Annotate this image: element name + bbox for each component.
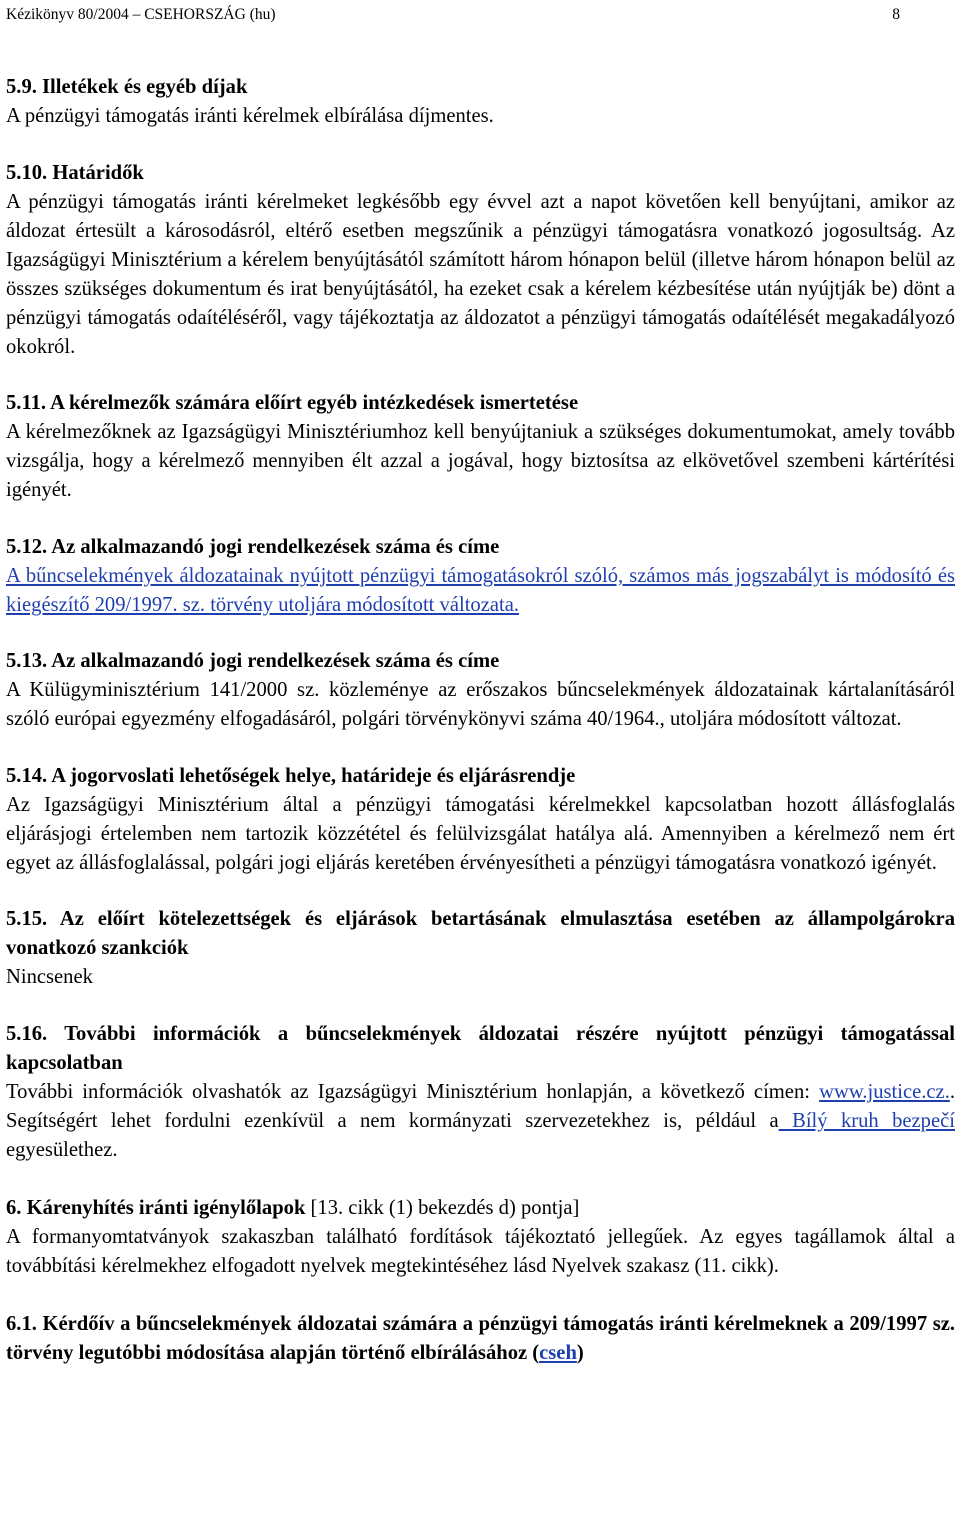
- justice-cz-link[interactable]: www.justice.cz.: [819, 1081, 950, 1103]
- section-text: Nincsenek: [6, 966, 93, 988]
- section-text: [6, 1078, 955, 1165]
- section-heading: 6. Kárenyhítés iránti igénylőlapok: [6, 1197, 306, 1219]
- section-text: A pénzügyi támogatás iránti kérelmek elbírálása díjmentes.: [6, 105, 494, 127]
- section-heading-line: [6, 1194, 955, 1223]
- section-5-11: [6, 389, 955, 505]
- section-text: A kérelmezőknek az Igazságügyi Minisztériumhoz kell benyújtaniuk a szükséges dokumentumokat, amely tovább vizsgálja, hogy a kérelmező mennyiben élt azzal a jogával, hogy biztosítsa az elkövetővel szembeni kártérítési igényét.: [6, 421, 955, 501]
- section-text: A formanyomtatványok szakaszban található fordítások tájékoztató jellegűek. Az egyes tagállamok által a továbbítási kérelmekhez elfogadott nyelvek megtekintéséhez lásd Nyelvek szakasz (11. cikk).: [6, 1226, 955, 1277]
- document-body: [6, 73, 955, 1397]
- section-5-12: [6, 533, 955, 620]
- section-5-9: [6, 73, 955, 131]
- section-6-1: [6, 1310, 955, 1368]
- section-text: A pénzügyi támogatás iránti kérelmeket legkésőbb egy évvel azt a napot követően kell benyújtani, amikor az áldozat értesült a károsodásról, eltérő esetben megszűnik a pénzügyi támogatásra vonatkozó jogosultság. Az Igazságügyi Minisztérium a kérelem benyújtásától számított három hónapon belül (illetve három hónapon belül az összes szükséges dokumentum és irat benyújtásától, ha ezeket csak a kérelem kézbesítése után nyújtják be) dönt a pénzügyi támogatás odaítéléséről, vagy tájékoztatja az áldozatot a pénzügyi támogatás odaítélését megakadályozó okokról.: [6, 191, 955, 358]
- section-heading: 5.15. Az előírt kötelezettségek és eljárások betartásának elmulasztása esetében az állampolgárokra vonatkozó szankciók: [6, 908, 955, 959]
- section-heading: 5.13. Az alkalmazandó jogi rendelkezések száma és címe: [6, 650, 500, 672]
- section-heading: 5.9. Illetékek és egyéb díjak: [6, 76, 248, 98]
- text-before: További információk olvashatók az Igazságügyi Minisztérium honlapján, a következő címen:: [6, 1081, 820, 1103]
- section-text: Az Igazságügyi Minisztérium által a pénzügyi támogatási kérelmekkel kapcsolatban hozott állásfoglalás eljárásjogi értelemben nem tartozik közzététel és felülvizsgálat hatálya alá. Amennyiben a kérelmező nem ért egyet az állásfoglalással, polgári jogi eljárás keretében érvényesítheti a pénzügyi támogatásra vonatkozó igényét.: [6, 794, 955, 874]
- section-heading: [6, 1310, 955, 1368]
- cseh-form-link[interactable]: cseh: [539, 1342, 577, 1364]
- heading-end: ): [576, 1342, 584, 1364]
- heading-text: 6.1. Kérdőív a bűncselekmények áldozatai számára a pénzügyi támogatás iránti kérelmeknek a 209/1997 sz. törvény legutóbbi módosítása alapján történő elbírálásához (: [6, 1313, 955, 1364]
- section-5-13: [6, 647, 955, 734]
- section-5-15: [6, 905, 955, 992]
- text-after: egyesülethez.: [6, 1139, 118, 1161]
- section-5-14: [6, 762, 955, 878]
- text-mid: . Segítségért lehet fordulni ezenkívül a nem kormányzati szervezetekhez is, például a: [6, 1081, 955, 1132]
- header-title: Kézikönyv 80/2004 – CSEHORSZÁG (hu): [6, 6, 276, 23]
- section-5-16: [6, 1020, 955, 1165]
- section-5-10: [6, 159, 955, 362]
- page-number: 8: [892, 6, 900, 23]
- section-heading: 5.14. A jogorvoslati lehetőségek helye, határideje és eljárásrendje: [6, 765, 576, 787]
- section-6: [6, 1194, 955, 1281]
- section-heading: 5.11. A kérelmezők számára előírt egyéb intézkedések ismertetése: [6, 392, 579, 414]
- section-heading: 5.10. Határidők: [6, 162, 144, 184]
- page-header: [6, 4, 952, 26]
- section-reference: [13. cikk (1) bekezdés d) pontja]: [305, 1197, 580, 1219]
- section-heading: 5.12. Az alkalmazandó jogi rendelkezések száma és címe: [6, 536, 500, 558]
- bily-kruh-bezpeci-link[interactable]: Bílý kruh bezpečí: [778, 1110, 955, 1132]
- section-heading: 5.16. További információk a bűncselekmények áldozatai részére nyújtott pénzügyi támogatással kapcsolatban: [6, 1023, 955, 1074]
- section-text: A Külügyminisztérium 141/2000 sz. közleménye az erőszakos bűncselekmények áldozatainak kártalanításáról szóló európai egyezmény elfogadásáról, polgári törvénykönyvi száma 40/1964., utoljára módosított változat.: [6, 679, 955, 730]
- law-209-1997-link[interactable]: A bűncselekmények áldozatainak nyújtott pénzügyi támogatásokról szóló, számos más jogszabályt is módosító és kiegészítő 209/1997. sz. törvény utoljára módosított változata.: [6, 565, 955, 616]
